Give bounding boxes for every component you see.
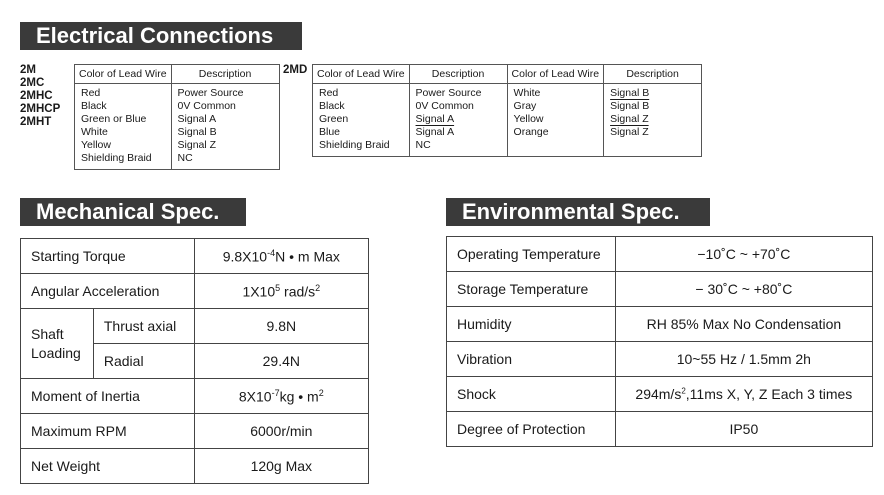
spec-value <box>194 379 368 414</box>
value-unit: kg • m <box>279 388 319 405</box>
color-column <box>313 84 410 157</box>
wire-description-inverted: Signal B <box>610 100 650 112</box>
value-exponent: 2 <box>681 386 686 396</box>
description-column <box>171 84 279 170</box>
wire-color: Orange <box>513 126 549 138</box>
table-row <box>447 377 873 412</box>
unit-exponent: 2 <box>315 282 321 293</box>
table-row <box>21 239 369 274</box>
environmental-spec-heading: Environmental Spec. <box>446 198 710 226</box>
color-column <box>507 84 604 157</box>
table-row <box>21 449 369 484</box>
table-header-row <box>75 65 280 84</box>
color-column <box>75 84 172 170</box>
model-name: 2MC <box>20 77 45 89</box>
table-row <box>447 272 873 307</box>
wire-color: Black <box>81 100 107 112</box>
table-row <box>21 274 369 309</box>
value-text: ,11ms X, Y, Z Each 3 times <box>685 386 853 402</box>
electrical-connections-heading: Electrical Connections <box>20 22 302 50</box>
wire-description: NC <box>177 152 193 164</box>
mechanical-spec-heading: Mechanical Spec. <box>20 198 246 226</box>
value-text: 8X10 <box>238 388 272 405</box>
table-row <box>447 237 873 272</box>
spec-value: 10~55 Hz / 1.5mm 2h <box>615 342 872 377</box>
spec-label: Starting Torque <box>21 239 195 274</box>
wire-description-inverted: Signal Z <box>610 126 649 138</box>
lead-wire-table-2md <box>312 64 702 157</box>
column-header: Color of Lead Wire <box>75 65 172 84</box>
spec-label: Vibration <box>447 342 616 377</box>
spec-value: 29.4N <box>194 344 368 379</box>
model-name: 2MHT <box>20 116 52 128</box>
model-list <box>20 64 60 129</box>
column-header: Color of Lead Wire <box>507 65 604 84</box>
wire-color: Yellow <box>513 113 544 125</box>
value-unit: N • m Max <box>275 248 340 265</box>
model-name-2md: 2MD <box>283 64 308 76</box>
value-exponent: -7 <box>271 387 280 398</box>
wire-description: Signal A <box>177 113 217 125</box>
description-column <box>409 84 507 157</box>
table-row <box>447 412 873 447</box>
spec-value: IP50 <box>615 412 872 447</box>
wire-color: Blue <box>319 126 341 138</box>
wire-description: 0V Common <box>177 100 236 112</box>
spec-label: Thrust axial <box>93 309 194 344</box>
spec-label: Operating Temperature <box>447 237 616 272</box>
wire-color: Green or Blue <box>81 113 147 125</box>
wire-description: Signal B <box>177 126 217 138</box>
spec-label: Moment of Inertia <box>21 379 195 414</box>
spec-label: Net Weight <box>21 449 195 484</box>
value-text: 9.8X10 <box>222 248 268 265</box>
spec-value: 9.8N <box>194 309 368 344</box>
description-column <box>604 84 702 157</box>
value-exponent: 5 <box>275 282 281 293</box>
spec-label: Shock <box>447 377 616 412</box>
wire-description: Signal B <box>610 87 650 99</box>
spec-value: 6000r/min <box>194 414 368 449</box>
column-header: Description <box>409 65 507 84</box>
wire-color: Green <box>319 113 349 125</box>
wire-color: Yellow <box>81 139 111 151</box>
spec-value <box>194 239 368 274</box>
model-name: 2MHCP <box>20 103 61 115</box>
unit-exponent: 2 <box>318 387 324 398</box>
wire-color: Black <box>319 100 345 112</box>
wire-description: Signal Z <box>610 113 649 125</box>
column-header: Color of Lead Wire <box>313 65 410 84</box>
wire-color: White <box>513 87 541 99</box>
wire-color: Red <box>81 87 101 99</box>
spec-label: Humidity <box>447 307 616 342</box>
value-text: 294m/s <box>635 386 682 402</box>
spec-value: 120g Max <box>194 449 368 484</box>
table-row <box>447 307 873 342</box>
value-unit: rad/s <box>280 283 316 300</box>
spec-value: − 30˚C ~ +80˚C <box>615 272 872 307</box>
spec-value: −10˚C ~ +70˚C <box>615 237 872 272</box>
table-header-row <box>313 65 702 84</box>
wire-description: Power Source <box>415 87 482 99</box>
spec-label: Angular Acceleration <box>21 274 195 309</box>
spec-label: Storage Temperature <box>447 272 616 307</box>
wire-color: Gray <box>513 100 537 112</box>
mechanical-spec-table <box>20 238 369 484</box>
wire-color: Shielding Braid <box>81 152 152 164</box>
model-name: 2M <box>20 64 36 76</box>
environmental-spec-table <box>446 236 873 447</box>
table-row <box>75 84 280 170</box>
table-row <box>447 342 873 377</box>
wire-color: Shielding Braid <box>319 139 390 151</box>
model-name: 2MHC <box>20 90 53 102</box>
value-exponent: -4 <box>267 247 276 258</box>
column-header: Description <box>604 65 702 84</box>
shaft-loading-label: Shaft Loading <box>21 309 94 379</box>
wire-description: 0V Common <box>415 100 474 112</box>
spec-label: Degree of Protection <box>447 412 616 447</box>
wire-description-inverted: Signal A <box>415 126 455 138</box>
wire-description: Signal A <box>415 113 455 125</box>
table-row <box>21 379 369 414</box>
wire-description: Signal Z <box>177 139 217 151</box>
lead-wire-table-standard <box>74 64 280 170</box>
value-text: 1X10 <box>242 283 276 300</box>
table-row <box>313 84 702 157</box>
spec-value <box>194 274 368 309</box>
spec-value <box>615 377 872 412</box>
column-header: Description <box>171 65 279 84</box>
table-row <box>21 414 369 449</box>
spec-label: Radial <box>93 344 194 379</box>
spec-value: RH 85% Max No Condensation <box>615 307 872 342</box>
spec-label: Maximum RPM <box>21 414 195 449</box>
wire-color: White <box>81 126 108 138</box>
wire-description: Power Source <box>177 87 244 99</box>
table-row <box>21 309 369 344</box>
wire-color: Red <box>319 87 339 99</box>
wire-description: NC <box>415 139 431 151</box>
